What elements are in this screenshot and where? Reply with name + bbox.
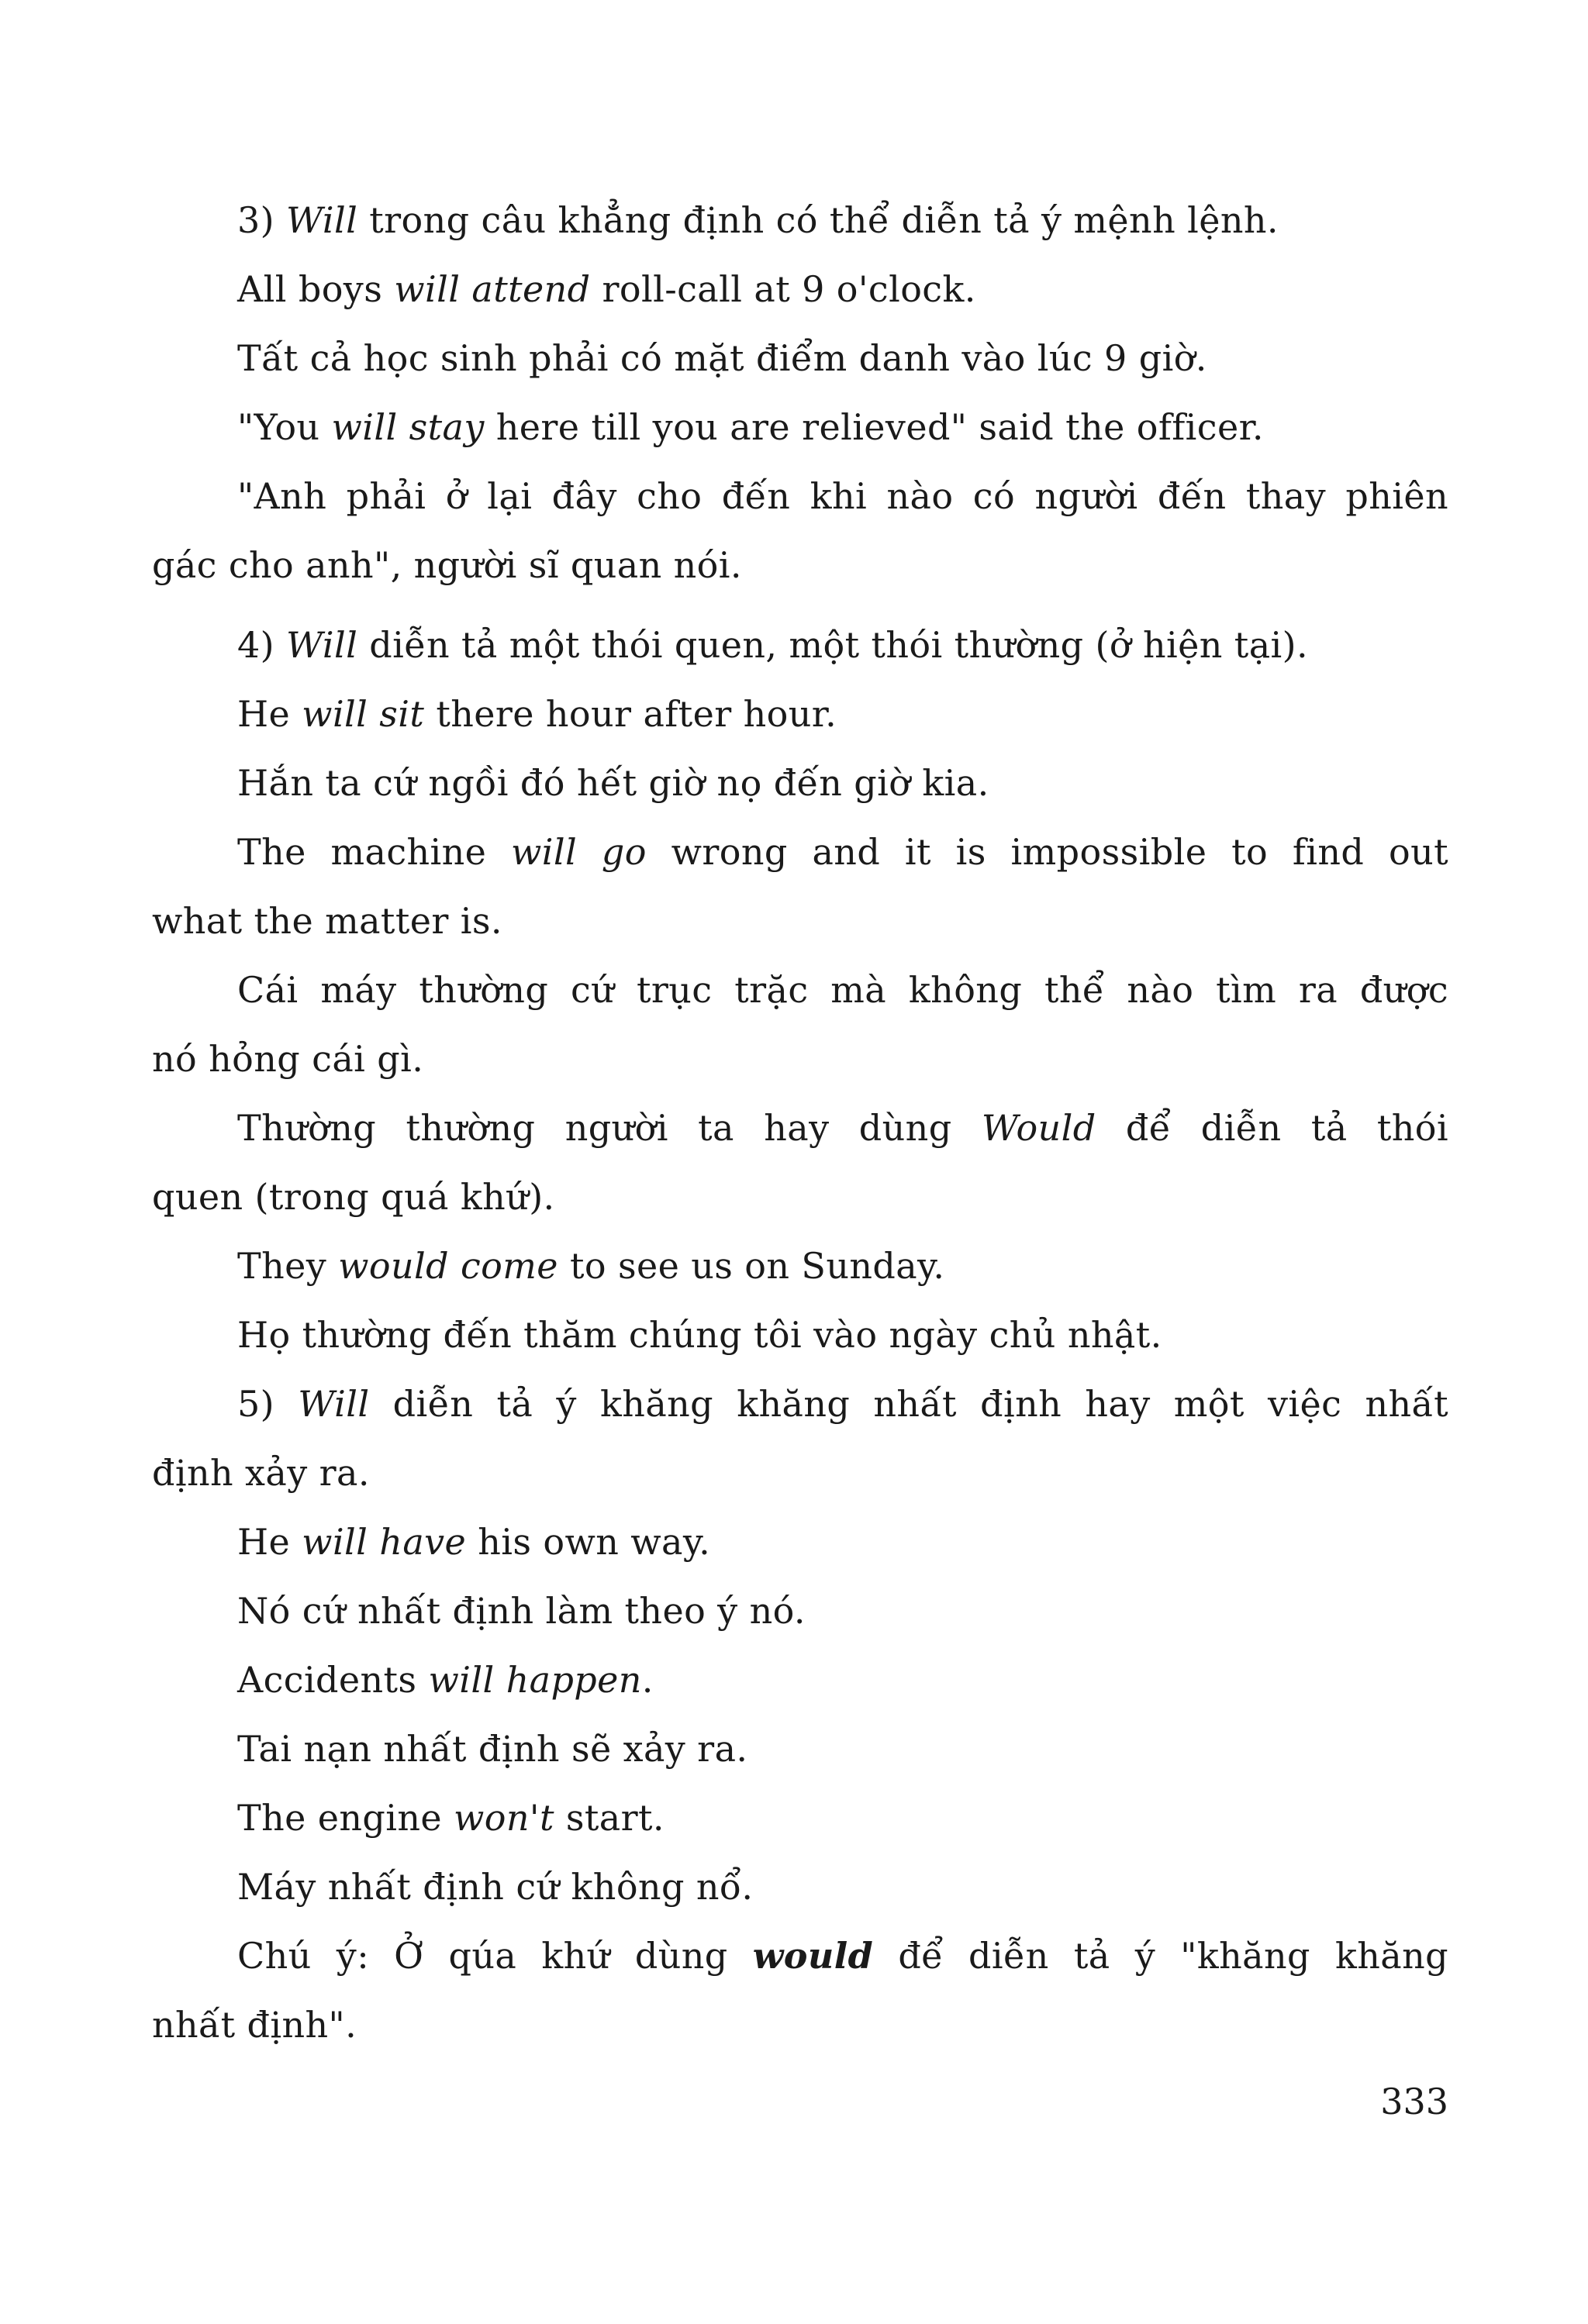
translation-line: gác cho anh", người sĩ quan nói. — [152, 544, 742, 586]
example-line: The machine will go wrong and it is impossible to find out — [237, 831, 1448, 873]
example-line: He will sit there hour after hour. — [237, 693, 837, 735]
example-line: He will have his own way. — [237, 1521, 711, 1563]
example-line: The engine won't start. — [237, 1797, 665, 1839]
example-line: what the matter is. — [152, 900, 502, 942]
translation-line: Máy nhất định cứ không nổ. — [237, 1866, 754, 1908]
example-line: "You will stay here till you are relieved" said the officer. — [237, 406, 1264, 448]
translation-line: Nó cứ nhất định làm theo ý nó. — [237, 1590, 806, 1632]
page-number: 333 — [1380, 2081, 1448, 2122]
page-body — [152, 186, 1448, 2060]
example-line: Accidents will happen. — [237, 1659, 654, 1701]
text-line: 5) Will diễn tả ý khăng khăng nhất định hay một việc nhất — [237, 1383, 1448, 1425]
example-line: They would come to see us on Sunday. — [237, 1245, 945, 1287]
translation-line: nó hỏng cái gì. — [152, 1038, 424, 1080]
translation-line: Tai nạn nhất định sẽ xảy ra. — [237, 1728, 748, 1770]
text-line: quen (trong quá khứ). — [152, 1176, 555, 1218]
text-line: 4) Will diễn tả một thói quen, một thói thường (ở hiện tại). — [237, 624, 1309, 666]
note-line: nhất định". — [152, 2004, 357, 2046]
translation-line: Họ thường đến thăm chúng tôi vào ngày chủ nhật. — [237, 1314, 1162, 1356]
translation-line: Hắn ta cứ ngồi đó hết giờ nọ đến giờ kia. — [237, 762, 989, 804]
translation-line: Cái máy thường cứ trục trặc mà không thể nào tìm ra được — [237, 969, 1448, 1011]
translation-line: Tất cả học sinh phải có mặt điểm danh vào lúc 9 giờ. — [237, 337, 1207, 379]
example-line: All boys will attend roll-call at 9 o'clock. — [237, 268, 976, 310]
text-line: Thường thường người ta hay dùng Would để diễn tả thói — [237, 1107, 1449, 1149]
text-line: định xảy ra. — [152, 1452, 370, 1494]
translation-line: "Anh phải ở lại đây cho đến khi nào có người đến thay phiên — [237, 475, 1448, 517]
text-line: 3) Will trong câu khẳng định có thể diễn tả ý mệnh lệnh. — [237, 199, 1279, 241]
note-line: Chú ý: Ở qúa khứ dùng would để diễn tả ý "khăng khăng — [237, 1935, 1448, 1977]
